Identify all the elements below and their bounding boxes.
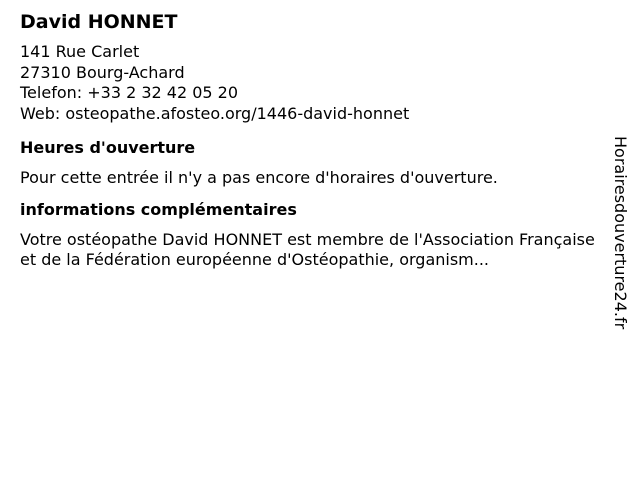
opening-hours-heading: Heures d'ouverture (20, 138, 196, 157)
business-card (20, 9, 600, 271)
website-link: Web: osteopathe.afosteo.org/1446-david-honnet (20, 103, 410, 123)
address-city: 27310 Bourg-Achard (20, 62, 185, 82)
phone-number: Telefon: +33 2 32 42 05 20 (20, 83, 239, 102)
opening-hours-text: Pour cette entrée il n'y a pas encore d'horaires d'ouverture. (20, 168, 498, 187)
site-brand-label: Horairesdouverture24.fr (611, 136, 630, 330)
address-street: 141 Rue Carlet (20, 42, 140, 61)
additional-info-heading: informations complémentaires (20, 199, 297, 219)
business-name: David HONNET (20, 11, 178, 33)
additional-info-text: Votre ostéopathe David HONNET est membre de l'Association Française et de la Fédération européenne d'Ostéopathie, organism... (20, 229, 595, 269)
